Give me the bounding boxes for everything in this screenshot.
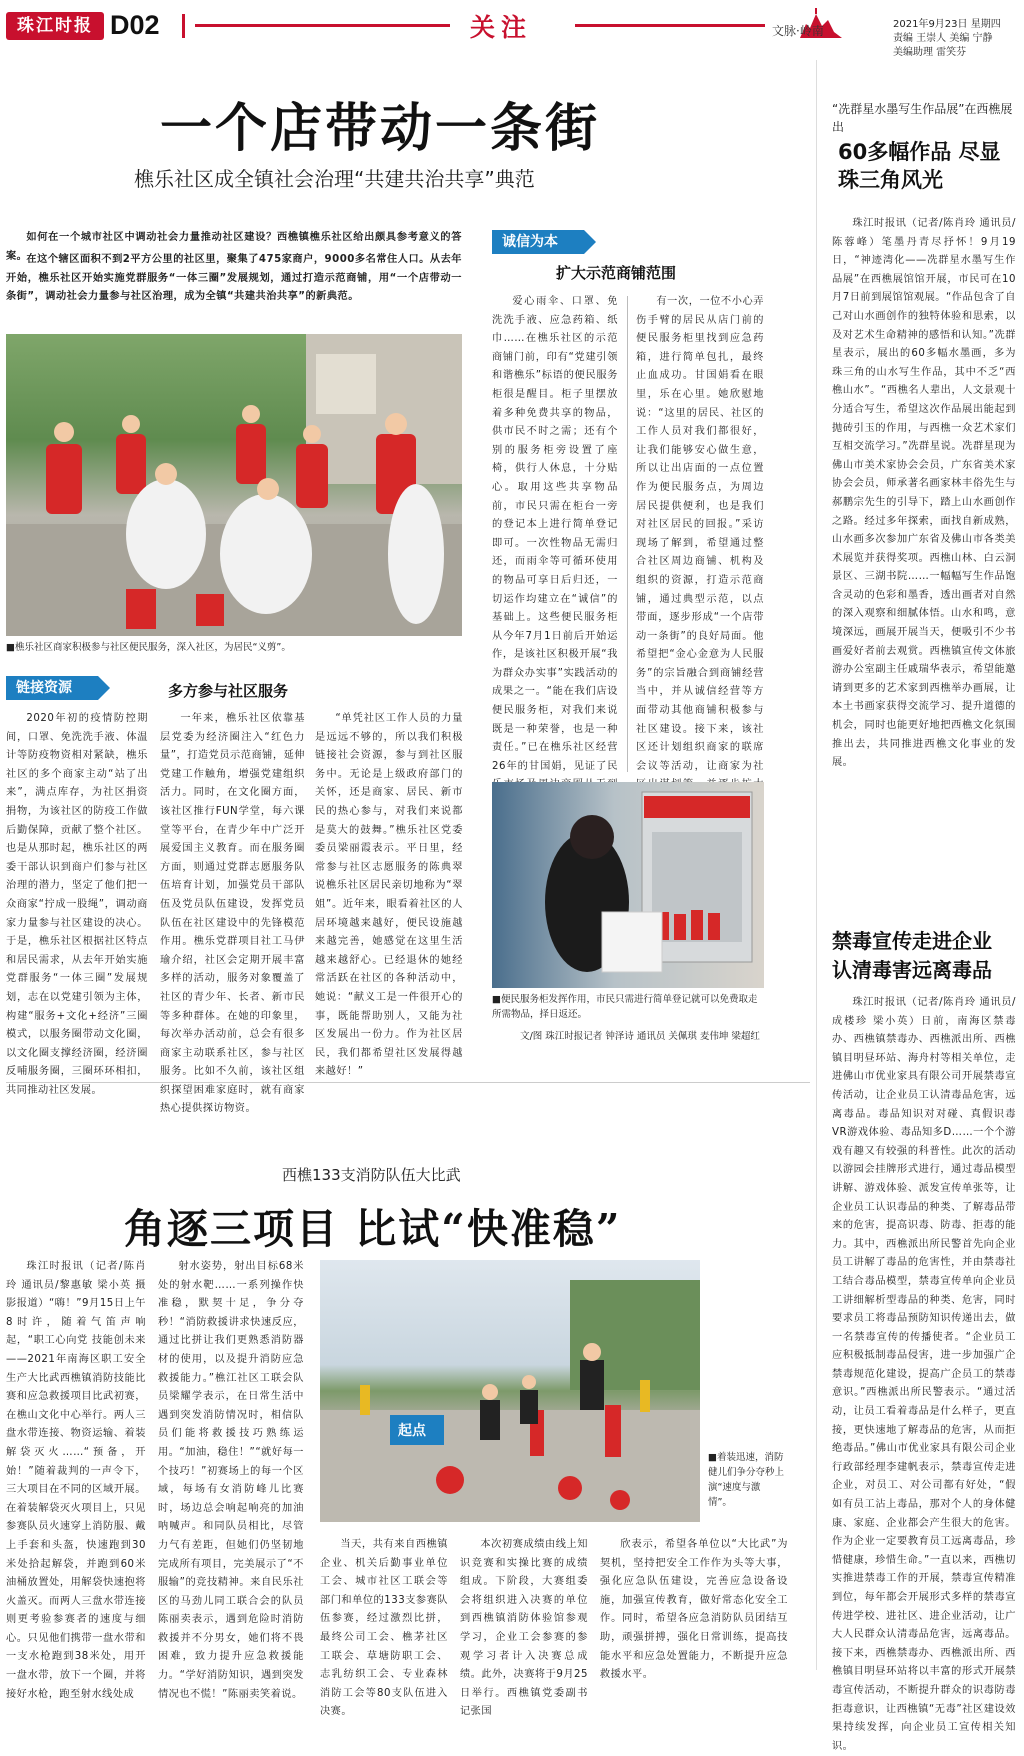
article-column-c: 2020年初的疫情防控期间，口罩、免洗洗手液、体温计等防疫物资相对紧缺，樵乐社区的多个商家主动“站了出来”，满点库存，为社区捐资捐物，为该社区的防疫工作做后勤保障，贡献了整个社区。也是从那时起，樵乐社区的两委干部认识到商户们参与社区治理的潜力，坚定了他们把一众商家“拧成一股绳”，调动商家力量参与社区建设的决心。于是，樵乐社区根据社区特点和居民需求，从去年开始实施党群服务“一体三圈”发展规划，志在以党建引领为主体，构建“服务+文化+经济”三圈模式，以服务圈带动文化圈，以文化圈支撑经济圈，经济圈反哺服务圈，三圈环环相扣，共同推动社区发展。 — [6, 713, 148, 1096]
photo-fire-drill — [320, 1260, 700, 1522]
side-article-antidrug: 珠江时报讯（记者/陈肖玲 通讯员/成楼珍 梁小英）日前，南海区禁毒办、西樵镇禁毒办、西樵派出所、西樵镇目明昼环站、海舟村等相关单位，走进佛山市优业家具有限公司开展禁毒宣传活动，让企业员工认清毒品危害，远离毒品。毒品知识对对碰、真假识毒VR游戏体验、毒品知多D……一个个游戏有趣又有较强的科普性。此次的活动以游园会挂牌形式进行，通过毒品模型讲解、游戏体验、派发宣传单张等，让企业员工认识毒品的种类、了解毒品带来的危害，提高识毒、防毒、拒毒的能力。其中，西樵派出所民警首先向企业员工讲解了毒品的危害性，并由禁毒社工结合毒品模型，禁毒宣传单向企业员工讲细解析型毒品的种类、危害，同时要求员工将毒品预防知识传递出去，做一名禁毒宣传的传播使者。“企业员工应积极抵制毒品侵害，进一步加强广企禁毒规范化建设，提高广企员工的禁毒意识。”西樵派出所民警表示。“通过活动，让员工看着毒品是什么样子，更直接，更快速地了解毒品的危害，从而拒绝毒品。”佛山市优业家具有限公司企业行政部经理李建帆表示，禁毒宣传走进企业，对员工、对公司都有好处，“假如有员工沾上毒品，那对个人的身体健康、家庭、企业都会产生很大的危害。作为企业一定要教育员工远离毒品，珍惜健康，珍惜生命。”一直以来，西樵切实推进禁毒工作的开展，禁毒宣传精准到位，每年都会开展形式多样的禁毒宣传进学校、进社区、进企业活动，让广大人民群众认清毒品危害，远离毒品。接下来，西樵禁毒办、西樵派出所、西樵镇目明昼环站将以丰富的形式开展禁毒宣传活动，不断提升群众的识毒防毒拒毒意识，让西樵镇“无毒”社区建设效果持续发挥，向企业员工宣传相关知识。 — [832, 997, 1016, 1752]
subhead-expand-shops: 扩大示范商铺范围 — [556, 264, 677, 282]
photo3-illustration — [320, 1260, 700, 1522]
side-kicker: “冼群星水墨写生作品展”在西樵展出 — [832, 102, 1013, 134]
sidebar-divider — [816, 60, 817, 1670]
tag-resource-link: 链接资源 — [6, 676, 98, 700]
brand-logo — [772, 4, 888, 44]
article-credit: 文/图 珠江时报记者 钟泽诗 通讯员 关佩琪 麦伟坤 梁超红 — [520, 1031, 760, 1042]
column-divider — [627, 296, 628, 772]
article-column-d: 一年来，樵乐社区依靠基层党委为经济圈注入“红色力量”，打造党员示范商铺，延伸党建工作触角，增强党建组织活力。同时，在文化圈方面，该社区推行FUN学堂，每六课堂等平台，在青少年中广泛开展爱国主义教育。而在服务圈方面，则通过党群志愿服务队伍培育计划，加强党员干部队伍及党员队伍建设，发挥党员队伍在社区建设中的先锋模范作用。樵乐党群项目社工马伊瑜介绍，社区会定期开展丰富多样的活动，服务对象覆盖了社区的青少年、长者、新市民等多种群体。在她的印象里，每次举办活动前，总会有很多商家主动联系社区，参与社区服务。比如不久前，该社区组织探望困难家庭时，就有商家热心提供探访物资。 — [160, 713, 305, 1115]
intro-paragraph: 在这个辖区面积不到2平方公里的社区里，聚集了475家商户，9000多名常住人口。从去年开始，樵乐社区开始实施党群服务“一体三圈”发展规划，通过打造示范商铺，用“一个店带动一条街”，调动社会力量参与社区治理，成为全镇“共建共治共享”的新典范。 — [6, 254, 462, 303]
photo-volunteer-haircut — [6, 334, 462, 636]
issue-date: 2021年9月23日 星期四 — [893, 19, 1001, 30]
main-headline: 一个店带动一条街 — [160, 98, 601, 159]
page-number: D02 — [110, 10, 160, 40]
photo2-illustration — [492, 782, 764, 988]
photo-service-cabinet — [492, 782, 764, 988]
editor-credit: 责编 王崇人 美编 宁静 — [893, 33, 993, 44]
side-headline-antidrug: 禁毒宣传走进企业 认清毒害远离毒品 — [832, 929, 992, 982]
assistant-credit: 美编助理 雷笑芬 — [893, 47, 967, 58]
tag-integrity: 诚信为本 — [492, 230, 584, 254]
bottom-column-1: 珠江时报讯（记者/陈肖玲 通讯员/黎惠敏 梁小英 摄影报道）“嗨！”9月15日上午8时许，随着气笛声响起，“职工心向党 技能创未来——2021年南海区职工安全生产大比武西樵镇消防技能比赛和应急救援项目比武初赛，在樵山文化中心举行。两人三盘水带连接、物资运输、着装解袋灭火……“预备，开始！”随着裁判的一声令下，三大项目在不同的区域开展。在着装解袋灭火项目上，只见参赛队员火速穿上消防服、戴上手套和头盔，快速跑到30米处拾起解袋，并跑到60米油桶放置处，用解袋快速抱将火盖灭。而两人三盘水带连接则更考验参赛者的速度与细心。只见他们携带一盘水带和一支水枪跑到38米处，用开一盘水带，放下一个圈，并将接好水枪，跑至射水线处成 — [6, 1261, 146, 1700]
side-article-exhibition: 珠江时报讯（记者/陈肖玲 通讯员/陈蓉峰）笔墨丹青尽抒怀！9月19日，“神迹湾化——冼群星水墨写生作品展”在西樵展馆馆开展，市民可在10月7日前到展馆馆观展。“作品包含了自己对山水画创作的独特体验和思索，以及对艺术生命精神的感悟和认知。”冼群星表示，展出的60多幅水墨画，多为珠三角的山水写生作品，其中不乏“西樵山水”。“西樵名人辈出，人文景观十分适合写生，希望这次作品展出能起到抛砖引玉的作用，与西樵一众艺术家们互相交流学习。”冼群星说。冼群星现为佛山市美术家协会会员，广东省美术家协会会员，师承著名画家林丰俗先生与郝鹏宗先生的引导下，踏上山水画创作之路。经过多年探索，面找自新成熟，山水画多次参加广东省及佛山市各类美术展览并获得奖项。西樵山林、白云洞景区、三湖书院……一幅幅写生作品饱含灵动的色彩和墨香，透出画者对自然的深入观察和细腻体悟。山水和鸣，意境深远，画展开展当天，便吸引不少书画爱好者前去观赏。西樵镇宣传文体旅游办公室副主任戚瑞华表示，希望能邀请到更多的艺术家到西樵举办画展，让本土书画家获得交流学习、提升道德的机会，同时也能更好地把西樵文化氛围推出去，共同推进西樵文化事业的发展。 — [832, 218, 1016, 769]
photo2-caption: ■便民服务柜发挥作用，市民只需进行简单登记就可以免费取走所需物品，择日返还。 — [492, 994, 758, 1020]
bottom-column-2: 射水姿势，射出目标68米处的射水靶……一系列操作快准稳，默契十足，争分夺秒！“消防救援讲求快速反应，通过比拼让我们更熟悉消防器材的使用，以及提升消防应急救援能力。”樵江社区工联会队员梁耀学表示，在日常生活中遇到突发消防情况时，相信队员们能将救援技巧熟练运用。“加油，稳住！”“就好每一个技巧！”初赛场上的每一个区域，每场有女消防峰儿比赛时，场边总会响起响亮的加油呐喊声。和同队员相比，尽管力气有差距，但她们仍坚韧地完成所有项目，完美展示了“不服输”的竞技精神。来自民乐社区的马劲儿同工联合会的队员陈丽卖表示，遇到危险时消防救援并不分男女，她们将不畏困难，致力提升应急救援能力。“学好消防知识，遇到突发情况也不慌！”陈丽卖笑着说。 — [158, 1261, 304, 1700]
lead-paragraph: 如何在一个城市社区中调动社会力量推动社区建设？西樵镇樵乐社区给出颇具参考意义的答案。 — [6, 232, 462, 262]
section-divider — [6, 1082, 810, 1083]
header-rule-left — [195, 24, 450, 27]
main-subheadline: 樵乐社区成全镇社会治理“共建共治共享”典范 — [134, 167, 535, 191]
bottom-column-5: 欣表示，希望各单位以“大比武”为契机，坚持把安全工作作为头等大事，强化应急队伍建设，完善应急设备设施，加强宣传教育，做好常态化安全工作。同时，希望各应急消防队员团结互助，顽强拼搏，强化日常训练，提高技能水平和应急处置能力，不断提升应急救援水平。 — [600, 1539, 788, 1681]
newspaper-logo: 珠江时报 — [6, 12, 104, 40]
photo-illustration — [6, 334, 462, 636]
bottom-kicker: 西樵133支消防队伍大比武 — [282, 1166, 461, 1184]
header-info — [893, 18, 1001, 60]
bottom-headline: 角逐三项目 比试“快准稳” — [124, 1205, 622, 1253]
article-column-b: 有一次，一位不小心弄伤手臂的居民从店门前的便民服务柜里找到应急药箱，进行简单包扎，最终止血成功。甘国娟看在眼里，乐在心里。她欣慰地说：“这里的居民、社区的工作人员对我们都很好，让我们能够安心做生意，所以让出店面的一点位置作为便民服务点，为周边居民提供便利，也是我们对社区居民的回报。”采访现场了解到，希望通过整合社区周边商铺、机构及组织的资源，打造示范商铺，通过典型示范，以点带面，逐步形成“一个店带动一条街”的良好局面。他希望把“金心金意为人民服务”的宗旨融合到商铺经营当中，并从诚信经营等方面带动其他商铺积极参与社区建设。接下来，该社区还计划组织商家的联席会议等活动，让商家为社 — [636, 296, 764, 772]
header-rule-right — [575, 24, 765, 27]
start-sign: 起点 — [398, 1423, 426, 1439]
article-column-a: 爱心雨伞、口罩、免洗洗手液、应急药箱、纸巾……在樵乐社区的示范商铺门前，印有“党建引领 和谐樵乐”标语的便民服务柜很是醒目。柜子里摆放着多种免费共享的物品，供市民不时之需；还有个别的服务柜旁设置了座椅，供行人休息，十分贴心。取用这些共享物品前，市民只需在柜台一旁的登记本上进行简单登记即可。一次性物品无需归还，而雨伞等可循环使用的物品可享日后归还，一切运作均建立在“诚信”的基础上。这些便民服务柜从今年7月1日前后开始运作，是该社区积极开展“我为群众办实事”实践活动的成果之一。“能在我们店设便民服务柜，对我们来说既是一种荣誉，也是一种责任。”已在樵乐社区经营26年的甘国娟，见证了民 — [492, 296, 618, 772]
section-title: 关注 — [470, 13, 533, 42]
bottom-column-3: 当天，共有来自西樵镇企业、机关后勤事业单位工会、城市社区工联会等部门和单位的133支参赛队伍参赛，经过激烈比拼，最终公司工会、樵茅社区工联会、草塘防职工会、志乳纺织工会、专业森林消防工会等80支队伍进入决赛。 — [320, 1539, 448, 1718]
header-divider — [182, 14, 185, 38]
bottom-column-4: 本次初赛成绩由线上知识竞赛和实操比赛的成绩组成。下阶段，大赛组委会将组织进入决赛的单位到西樵镇消防体验馆参观学习，企业工会参赛的参观学习者计入决赛总成绩。此外，决赛将于9月25日举行。西樵镇党委副书记张国 — [460, 1539, 588, 1718]
side-headline-exhibition: 60多幅作品 尽显珠三角风光 — [838, 140, 1001, 192]
subhead-multi-party: 多方参与社区服务 — [168, 682, 289, 700]
photo1-caption: ■樵乐社区商家积极参与社区便民服务，深入社区，为居民“义剪”。 — [6, 642, 291, 653]
brand-name: 文脉·岭南 — [772, 24, 824, 38]
photo3-caption: ■着装迅速，消防健儿们争分夺秒上演“速度与激情”。 — [708, 1452, 785, 1508]
article-column-e: “单凭社区工作人员的力量是远远不够的，所以我们积极链接社会资源，参与到社区服务中。无论是上级政府部门的关怀，还是商家、居民、新市民的热心参与，对我们来说都是莫大的鼓舞。”樵乐社区党委委员梁丽霞表示。平日里，经常参与社区志愿服务的陈典翠说樵乐社区居民亲切地称为“翠姐”。近年来，眼看着社区的人居环境越来越好，便民设施越来越完善，她感觉在这里生活越来越舒心。已经退休的她经常活跃在社区的各种活动中，她说：“献义工是一件很开心的事，既能帮助别人，又能为社区发展出一份力。作为社区居民，我们都希望社区发展得越来越好！” — [315, 713, 463, 1078]
